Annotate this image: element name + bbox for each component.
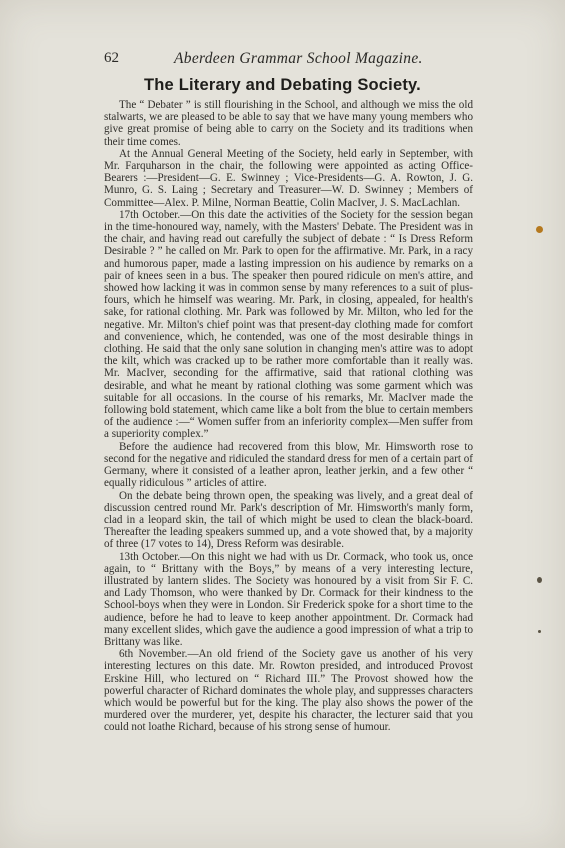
- paragraph: At the Annual General Meeting of the Society, held early in September, with Mr. Farquharson in the chair, the following were appointed as acting Office-Bearers :—President—G. E. Swinney ; Vice-Presidents—G. A. Rowton, J. G. Munro, G. S. Laing ; Secretary and Treasurer—W. D. Swinney ; Members of Committee—Alex. P. Milne, Norman Beattie, Colin MacIver, J. S. MacLachlan.: [104, 147, 473, 209]
- paragraph: 13th October.—On this night we had with us Dr. Cormack, who took us, once again, to “ Brittany with the Boys,” by means of a very interesting lecture, illustrated by lantern slides. The Society was honoured by a visit from Sir F. C. and Lady Thomson, who were thanked by Dr. Cormack for their kindness to the School-boys when they were in London. Sir Frederick spoke for a short time to the audience, before he had to leave to keep another appointment. Dr. Cormack had many excellent slides, which gave the audience a good impression of what a trip to Brittany was like.: [104, 550, 473, 648]
- page-number: 62: [104, 50, 119, 66]
- binding-mark: [536, 226, 543, 233]
- article-body: [104, 99, 473, 734]
- magazine-title: Aberdeen Grammar School Magazine.: [174, 50, 423, 67]
- binding-mark: [538, 630, 541, 633]
- binding-mark: [537, 577, 542, 583]
- paragraph: On the debate being thrown open, the speaking was lively, and a great deal of discussion centred round Mr. Park's description of Mr. Himsworth's manly form, clad in a leopard skin, the tail of which might be used to clean the black-board. Thereafter the leading speakers summed up, and a vote showed that, by a majority of three (17 votes to 14), Dress Reform was desirable.: [104, 489, 473, 551]
- paragraph: Before the audience had recovered from this blow, Mr. Himsworth rose to second for the negative and ridiculed the standard dress for men of a certain part of Germany, where it consisted of a leather apron, leather jerkin, and a few other “ equally ridiculous ” articles of attire.: [104, 440, 473, 490]
- paragraph: 17th October.—On this date the activities of the Society for the session began in the time-honoured way, namely, with the Masters' Debate. The President was in the chair, and having read out carefully the subject of debate : “ Is Dress Reform Desirable ? ” he called on Mr. Park to open for the affirmative. Mr. Park, in a racy and humorous paper, made a lasting impression on his audience by remarks on a pair of knees seen in a bus. The speaker then poured ridicule on men's attire, and showed how lacking it was in common sense by many references to a suit of plus-fours, which he himself was wearing. Mr. Park, in closing, appealed, for health's sake, for rational clothing. Mr. Park was followed by Mr. Milton, who led for the negative. Mr. Milton's chief point was that present-day clothing made for comfort and convenience, which, he contended, was one of the most desirable things in clothing. He said that the only sane solution in changing men's attire was to adopt the kilt, which was cracked up to be rather more comfortable than it really was. Mr. MacIver, seconding for the affirmative, said that rational clothing was desirable, and what he meant by rational clothing was some garment which was suitable for all occasions. In the course of his remarks, Mr. MacIver made the following bold statement, which came like a bolt from the blue to certain members of the audience :—“ Women suffer from an inferiority complex—Men suffer from a superiority complex.”: [104, 208, 473, 441]
- paragraph: The “ Debater ” is still flourishing in the School, and although we miss the old stalwarts, we are pleased to be able to say that we have many young members who give great promise of being able to carry on the Society and its traditions when their time comes.: [104, 99, 473, 148]
- article-title: The Literary and Debating Society.: [144, 76, 421, 94]
- paragraph: 6th November.—An old friend of the Society gave us another of his very interesting lectures on this date. Mr. Rowton presided, and introduced Provost Erskine Hill, who lectured on “ Richard III.” The Provost showed how the powerful character of Richard dominates the whole play, and suppresses characters which would be powerful but for the king. The play also shows the power of the murdered over the murderer, yet, despite his character, the lecturer said that you could not loathe Richard, because of his strong sense of humour.: [104, 648, 473, 734]
